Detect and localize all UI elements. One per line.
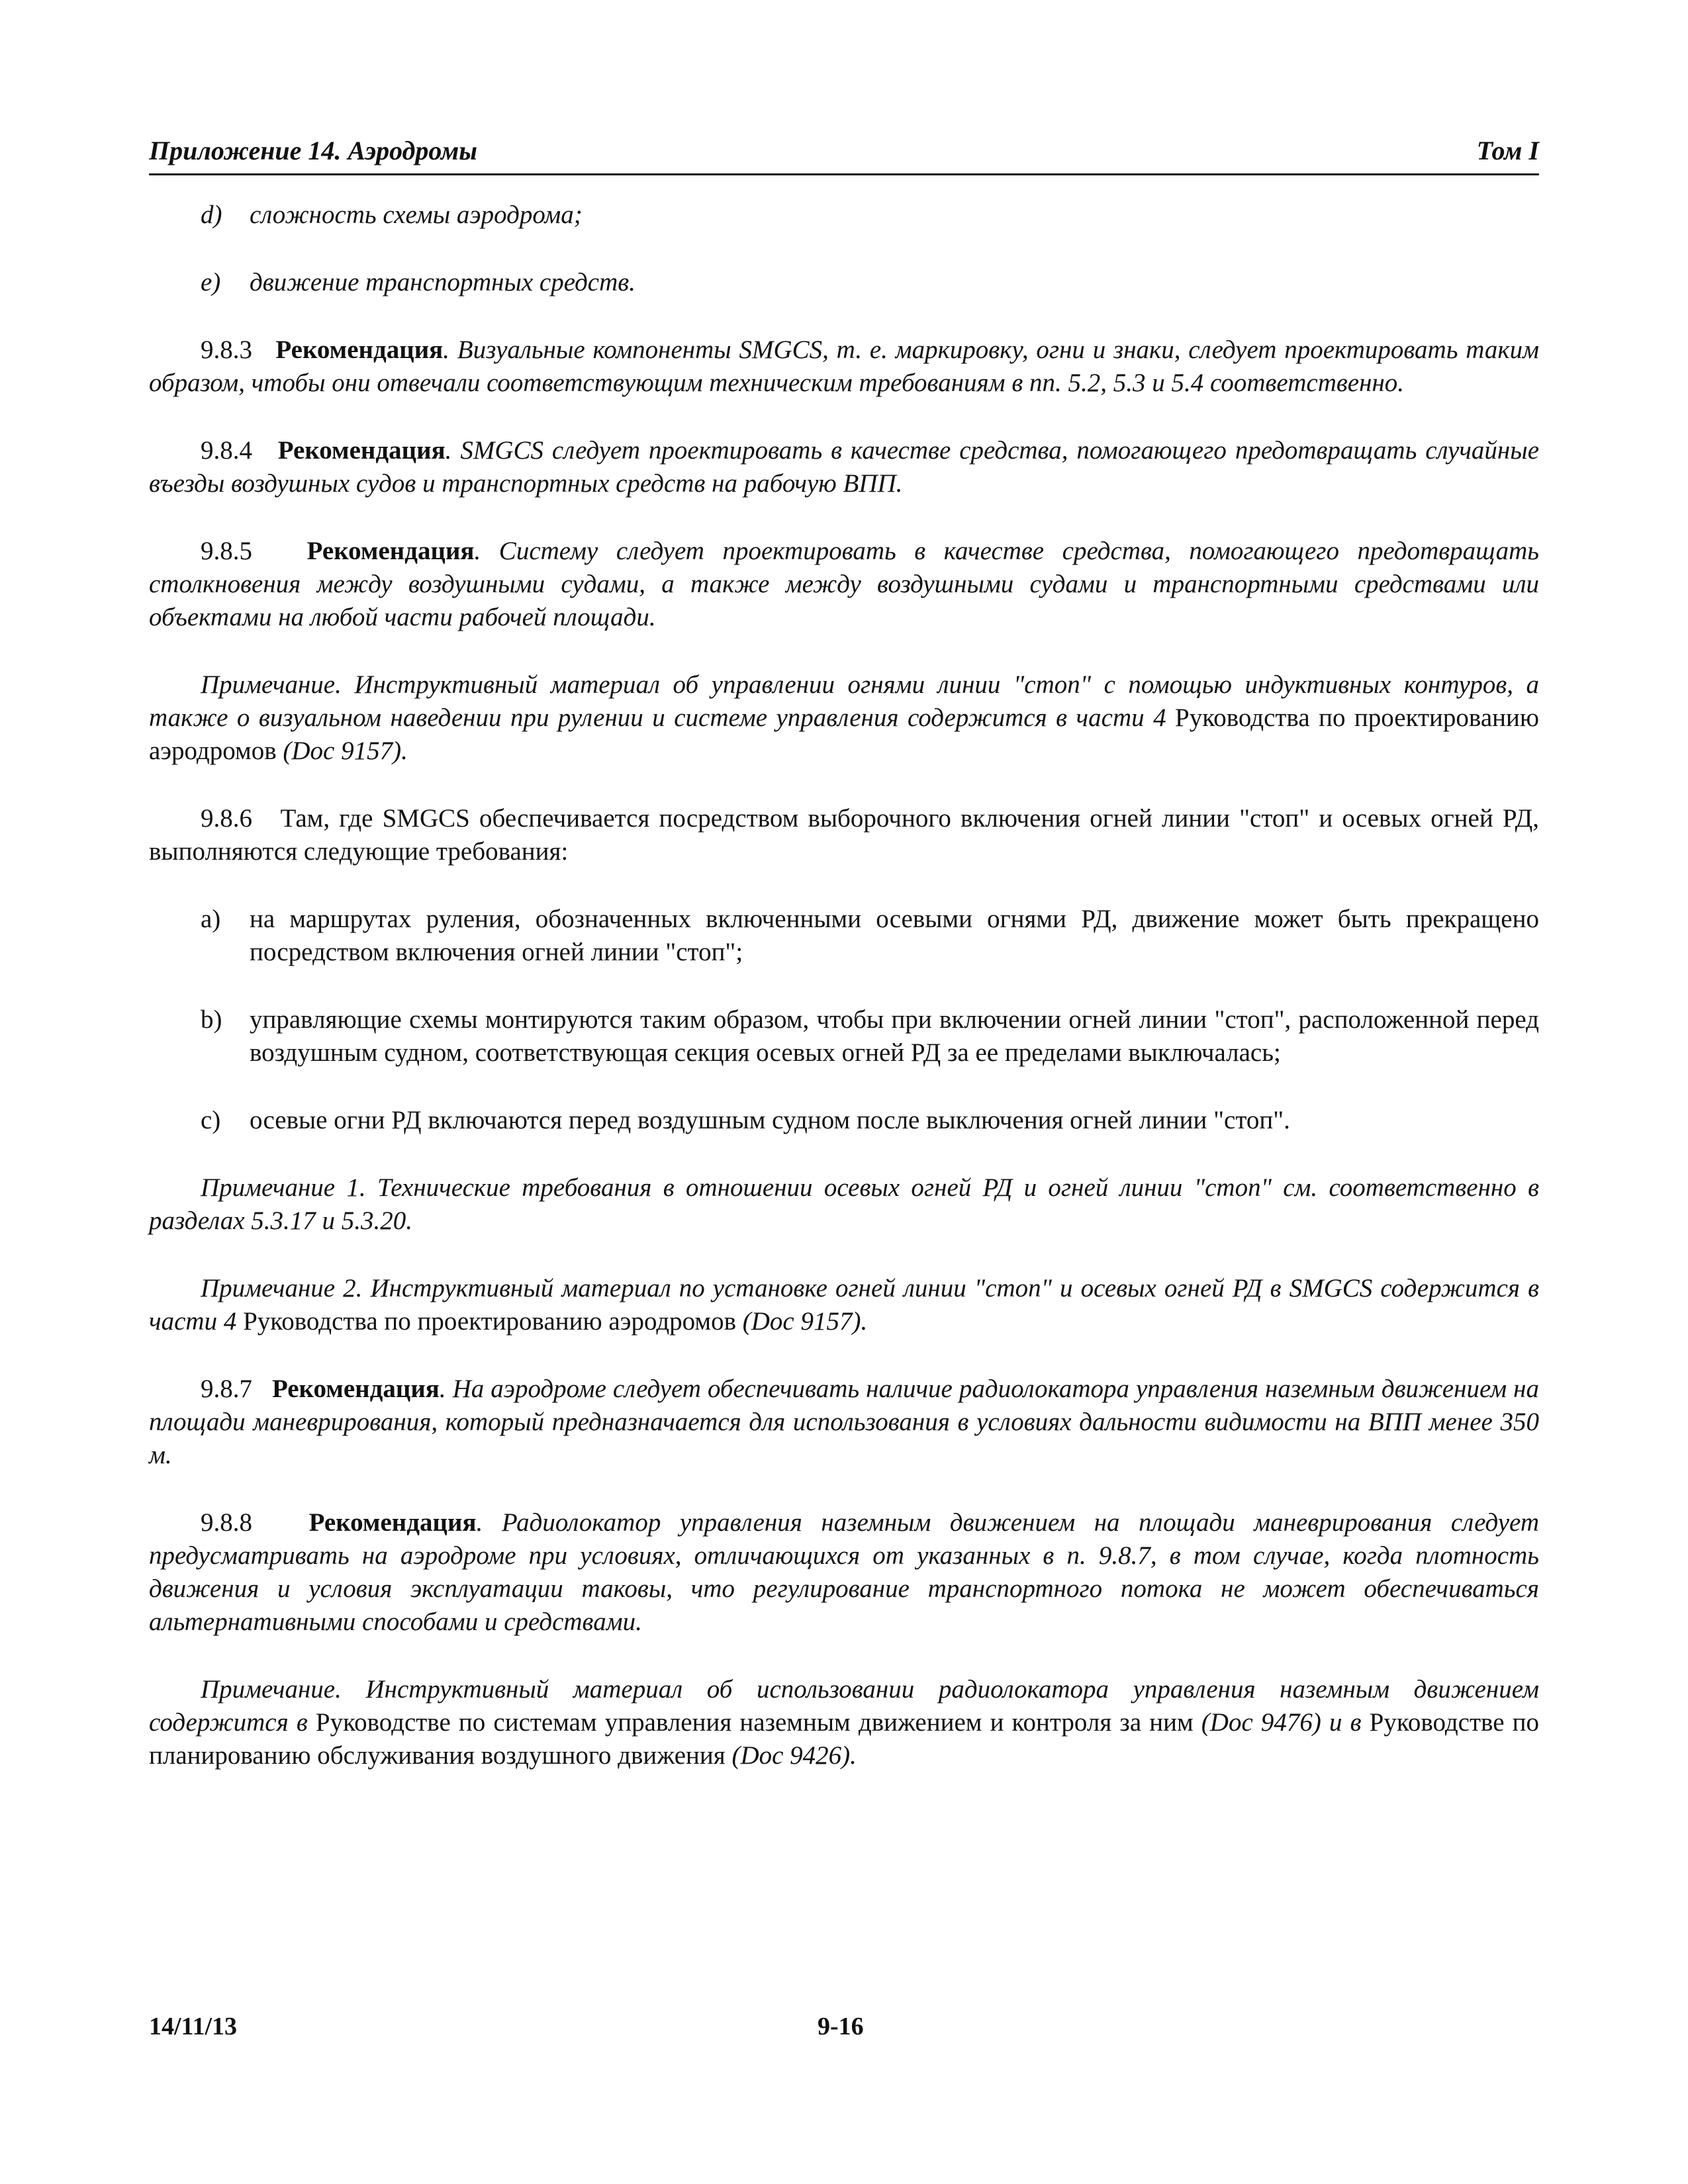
note-stop-lights <box>149 668 1539 768</box>
paragraph-number: 9.8.6 <box>201 804 252 833</box>
recommendation-label: Рекомендация <box>275 336 444 364</box>
note-1 <box>149 1171 1539 1238</box>
note-text: Примечание 2. Инструктивный материал по установке огней линии "стоп" и осевых огней РД в SMGCS содержится в части 4 <box>149 1274 1539 1336</box>
paragraph-text: . Систему следует проектировать в качестве средства, помогающего предотвращать столкновения между воздушными судами, а также между воздушными судами и транспортными средствами или объектами на любой части рабочей площади. <box>149 537 1539 631</box>
recommendation-label: Рекомендация <box>271 1375 440 1403</box>
recommendation-label: Рекомендация <box>306 537 475 565</box>
list-item-b <box>149 1003 1539 1069</box>
list-item-d <box>149 199 1539 232</box>
recommendation-label: Рекомендация <box>308 1508 477 1537</box>
list-text: движение транспортных средств. <box>250 268 635 296</box>
paragraph-number: 9.8.7 <box>201 1375 252 1403</box>
paragraph-number: 9.8.4 <box>201 436 252 465</box>
doc-reference: (Doc 9157). <box>742 1307 868 1336</box>
list-item-e <box>149 266 1539 299</box>
list-text: на маршрутах руления, обозначенных включенными осевыми огнями РД, движение может быть прекращено посредством включения огней линии "стоп"; <box>250 905 1539 966</box>
list-label: b) <box>201 1005 222 1034</box>
list-label: a) <box>201 905 221 933</box>
note-2 <box>149 1272 1539 1338</box>
header-volume: Том I <box>1476 136 1539 165</box>
list-label: d) <box>201 201 222 229</box>
list-text: осевые огни РД включаются перед воздушным судном после выключения огней линии "стоп". <box>250 1106 1290 1134</box>
note-text: Примечание. Инструктивный материал об использовании радиолокатора управления наземным движением содержится в <box>149 1675 1539 1737</box>
paragraph-9-8-4 <box>149 434 1539 500</box>
document-page <box>149 0 1539 2184</box>
manual-reference: Руководства по проектированию аэродромов <box>149 704 1540 765</box>
note-radar <box>149 1673 1539 1772</box>
paragraph-9-8-8 <box>149 1506 1539 1639</box>
paragraph-9-8-3 <box>149 334 1539 400</box>
paragraph-text: Там, где SMGCS обеспечивается посредством выборочного включения огней линии "стоп" и осевых огней РД, выполняются следующие требования: <box>149 804 1540 866</box>
paragraph-number: 9.8.8 <box>201 1508 252 1537</box>
page-header <box>149 132 1539 175</box>
paragraph-9-8-6 <box>149 802 1539 868</box>
paragraph-text: . На аэродроме следует обеспечивать наличие радиолокатора управления наземным движением на площади маневрирования, который предназначается для использования в условиях дальности видимости на ВПП менее 350 м. <box>149 1375 1540 1469</box>
manual-reference: Руководстве по системам управления наземным движением и контроля за ним <box>315 1708 1194 1737</box>
doc-reference: (Doc 9426). <box>731 1741 857 1770</box>
manual-reference: Руководства по проектированию аэродромов <box>243 1307 737 1336</box>
paragraph-number: 9.8.3 <box>201 336 252 364</box>
paragraph-9-8-5 <box>149 535 1539 634</box>
manual-reference: Руководстве по планированию обслуживания воздушного движения <box>149 1708 1540 1770</box>
list-text: управляющие схемы монтируются таким образом, чтобы при включении огней линии "стоп", расположенной перед воздушным судном, соответствующая секция осевых огней РД за ее пределами выключалась; <box>250 1005 1539 1067</box>
paragraph-9-8-7 <box>149 1373 1539 1472</box>
doc-reference: (Doc 9476) и в <box>1201 1708 1362 1737</box>
document-body <box>149 199 1539 1807</box>
page-number: 9-16 <box>818 2013 864 2040</box>
note-text: Примечание. Инструктивный материал об управлении огнями линии "стоп" с помощью индуктивных контуров, а также о визуальном наведении при рулении и системе управления содержится в части 4 <box>149 670 1539 732</box>
header-title: Приложение 14. Аэродромы <box>149 136 478 165</box>
list-item-c <box>149 1104 1539 1137</box>
paragraph-text: . Радиолокатор управления наземным движением на площади маневрирования следует предусматривать на аэродроме при условиях, отличающихся от указанных в п. 9.8.7, в том случае, когда плотность движения и условия эксплуатации таковы, что регулирование транспортного потока не может обеспечиваться альтернативными способами и средствами. <box>149 1508 1539 1636</box>
paragraph-text: . SMGCS следует проектировать в качестве средства, помогающего предотвращать случайные въезды воздушных судов и транспортных средств на рабочую ВПП. <box>149 436 1540 498</box>
list-item-a <box>149 903 1539 969</box>
doc-reference: (Doc 9157). <box>283 737 408 765</box>
paragraph-number: 9.8.5 <box>201 537 252 565</box>
recommendation-label: Рекомендация <box>277 436 445 465</box>
note-text: Примечание 1. Технические требования в отношении осевых огней РД и огней линии "стоп" см. соответственно в разделах 5.3.17 и 5.3.20. <box>149 1173 1539 1235</box>
list-label: e) <box>201 268 221 296</box>
footer-date: 14/11/13 <box>149 2013 238 2040</box>
list-label: c) <box>201 1106 221 1134</box>
paragraph-text: . Визуальные компоненты SMGCS, т. е. маркировку, огни и знаки, следует проектировать таким образом, чтобы они отвечали соответствующим техническим требованиям в пп. 5.2, 5.3 и 5.4 соответственно. <box>149 336 1540 397</box>
list-text: сложность схемы аэродрома; <box>250 201 583 229</box>
